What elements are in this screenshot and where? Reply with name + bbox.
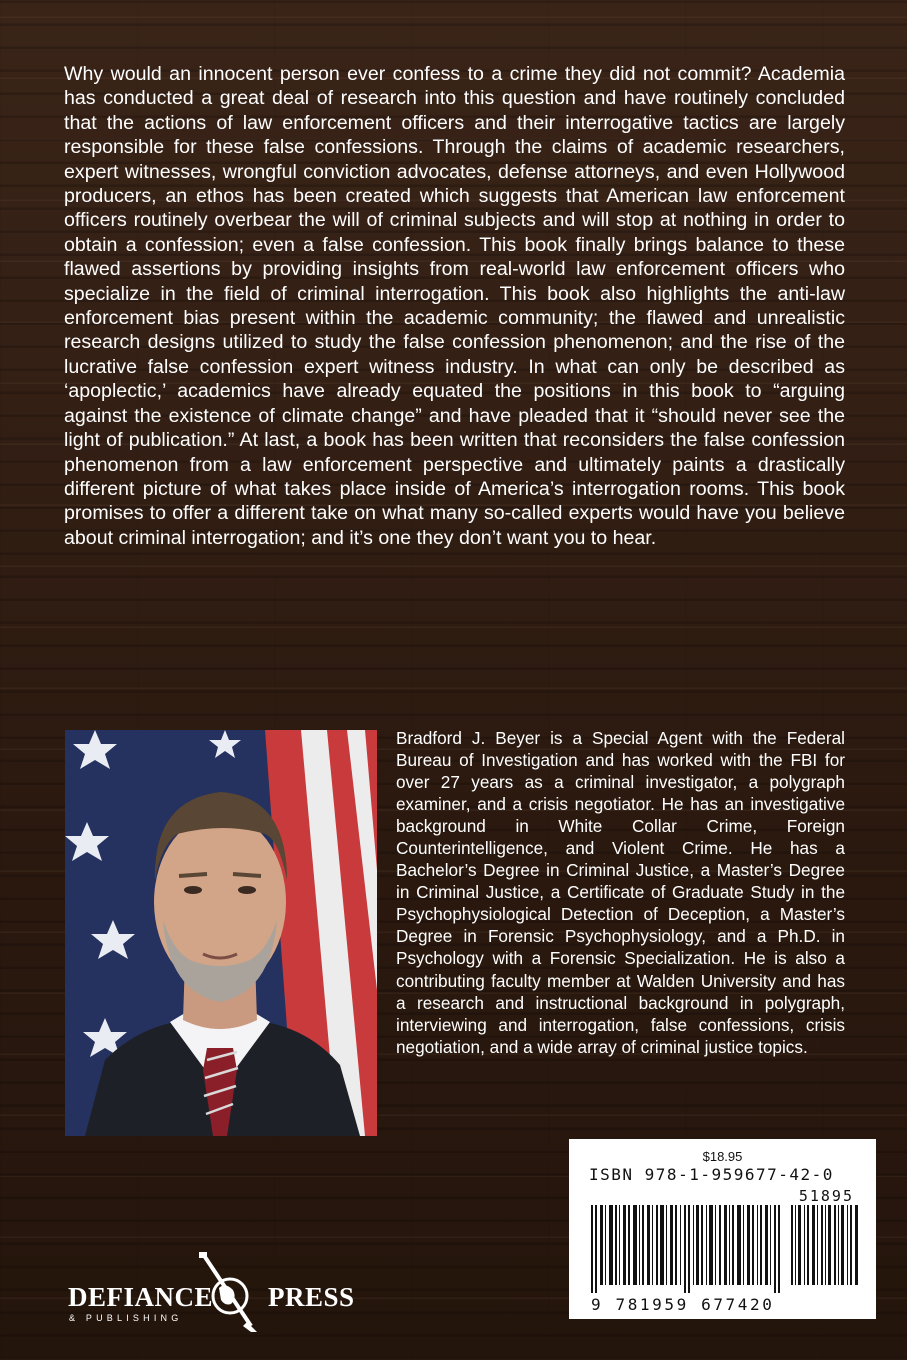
back-cover-blurb: Why would an innocent person ever confess to a crime they did not commit? Academia has conducted a great deal of research into this question and have routinely concluded that the actions of law enforcement officers and their interrogative tactics are largely responsible for these false confessions. Through the claims of academic researchers, expert witnesses, wrongful conviction advocates, defense attorneys, and even Hollywood producers, an ethos has been created which suggests that American law enforcement officers routinely overbear the will of criminal subjects and will stop at nothing in order to obtain a confession; even a false confession. This book finally brings balance to these flawed assertions by providing insights from real-world law enforcement officers who specialize in the field of criminal interrogation. This book also highlights the anti-law enforcement bias present within the academic community; the flawed and unrealistic research designs utilized to study the false confession phenomenon; and the rise of the lucrative false confession expert witness industry. In what can only be described as ‘apoplectic,’ academics have already equated the positions in this book to “arguing against the existence of climate change” and have pleaded that it “should never see the light of publication.” At last, a book has been written that reconsiders the false confession phenomenon from a law enforcement perspective and ultimately paints a drastically different picture of what takes place inside of America’s interrogation rooms. This book promises to offer a different take on what many so-called experts would have you believe about criminal interrogation; and it’s one they don’t want you to hear. — [64, 63, 845, 549]
barcode-bars — [585, 1205, 863, 1293]
isbn-barcode — [569, 1139, 876, 1319]
author-bio: Bradford J. Beyer is a Special Agent with the Federal Bureau of Investigation and has worked with the FBI for over 27 years as a criminal investigator, a polygraph examiner, and a crisis negotiator. He has an investigative background in White Collar Crime, Foreign Counterintelligence, and Violent Crime. He has a Bachelor’s Degree in Criminal Justice, a Master’s Degree in Criminal Justice, a Certificate of Graduate Study in the Psychophysiological Detection of Deception, a Master’s Degree in Forensic Psychophysiology, and a Ph.D. in Psychology with a Forensic Specialization. He is also a contributing faculty member at Walden University and has a research and instructional background in polygraph, interviewing and interrogation, false confessions, crisis negotiation, and a wide array of criminal justice topics. — [396, 728, 845, 1057]
isbn-label: ISBN 978-1-959677-42-0 — [589, 1165, 834, 1184]
ean5-digits: 51895 — [798, 1187, 854, 1205]
ean13-digits: 9 781959 677420 — [591, 1295, 775, 1314]
publisher-name-word2: PRESS — [268, 1282, 355, 1312]
author-photo — [65, 730, 377, 1136]
publisher-subtitle: & PUBLISHING — [69, 1313, 183, 1323]
price-label: $18.95 — [702, 1149, 743, 1164]
publisher-name-word1: DEFIANCE — [68, 1282, 214, 1312]
